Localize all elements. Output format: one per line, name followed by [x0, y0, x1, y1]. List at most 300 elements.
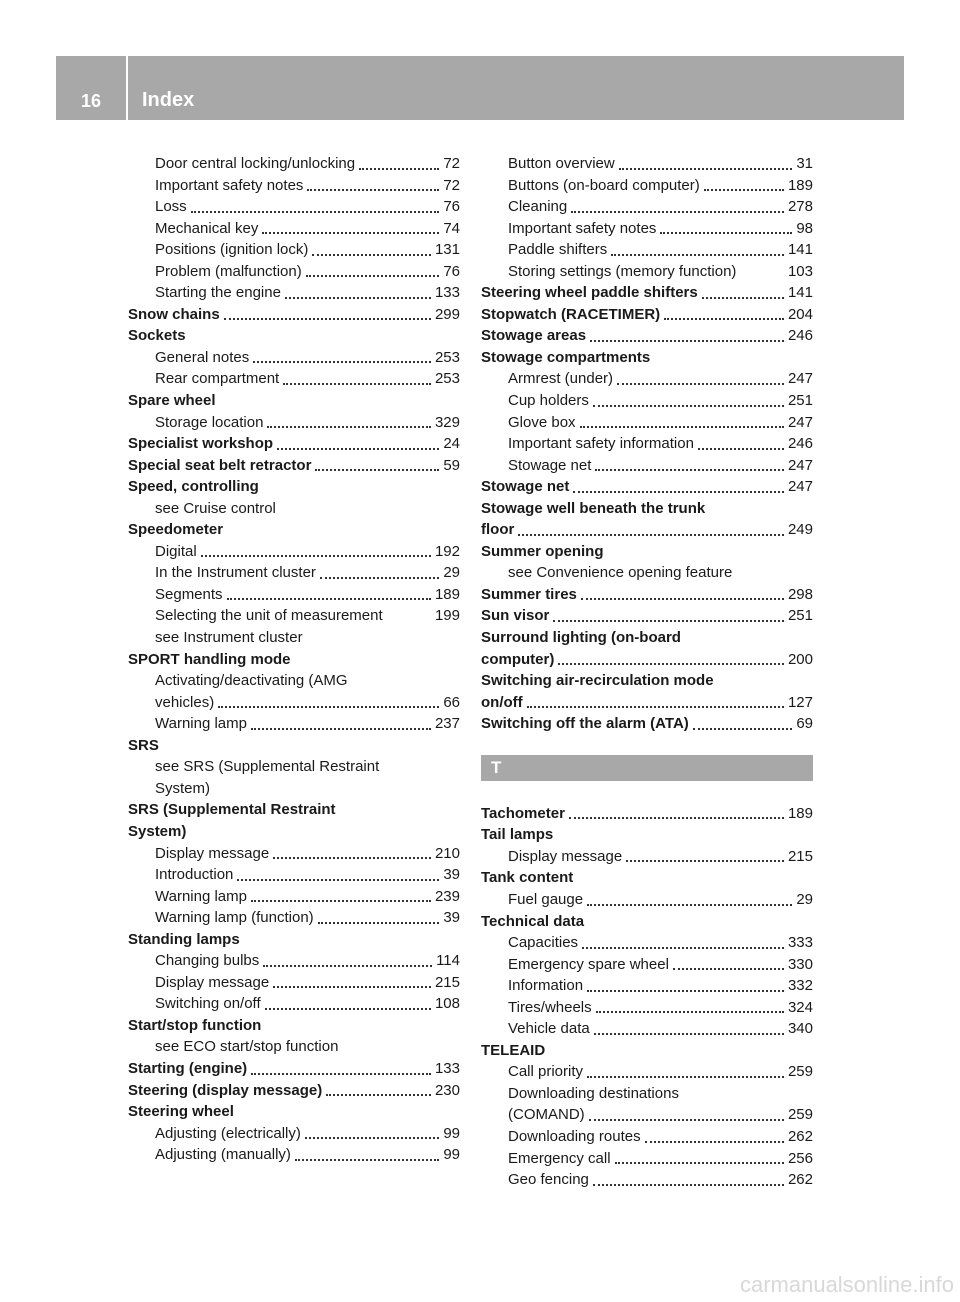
entry-page-number: 76	[443, 262, 460, 280]
entry-page-number: 215	[787, 847, 813, 865]
entry-page-number: 262	[787, 1171, 813, 1189]
entry-text: Fuel gauge	[508, 890, 584, 908]
entry-page-number: 99	[443, 1124, 460, 1142]
entry-text: SPORT handling mode	[128, 650, 291, 668]
entry-page-number: 230	[434, 1081, 460, 1099]
entry-page-number: 66	[443, 693, 460, 711]
dot-leader	[312, 254, 431, 256]
entry-text: SRS (Supplemental Restraint	[128, 801, 336, 819]
entry-text: see Convenience opening feature	[508, 564, 733, 582]
entry-text: Introduction	[155, 866, 234, 884]
entry-page-number: 340	[787, 1020, 813, 1038]
index-subentry	[481, 954, 813, 976]
index-subentry	[481, 218, 813, 240]
index-subentry	[128, 261, 460, 283]
entry-page-number: 330	[787, 955, 813, 973]
entry-page-number: 246	[787, 327, 813, 345]
entry-text: see Instrument cluster	[155, 629, 303, 647]
entry-text: see SRS (Supplemental Restraint	[155, 758, 380, 776]
entry-text: Emergency spare wheel	[508, 955, 669, 973]
entry-text: Summer opening	[481, 542, 604, 560]
entry-page-number: 256	[787, 1149, 813, 1167]
entry-text: Starting (engine)	[128, 1059, 248, 1077]
watermark: carmanualsonline.info	[739, 1272, 954, 1297]
index-entry	[481, 803, 813, 825]
index-entry	[128, 1058, 460, 1080]
entry-text: Stowage areas	[481, 327, 587, 345]
dot-leader	[318, 922, 440, 924]
index-subentry	[481, 368, 813, 390]
dot-leader	[306, 275, 440, 277]
dot-leader	[218, 706, 439, 708]
entry-text: Steering (display message)	[128, 1081, 323, 1099]
entry-page-number: 262	[787, 1127, 813, 1145]
index-subentry	[128, 843, 460, 865]
index-entry	[481, 519, 813, 541]
index-entry	[481, 605, 813, 627]
index-list-s	[481, 153, 813, 735]
entry-text: Digital	[155, 542, 197, 560]
entry-page-number: 39	[443, 866, 460, 884]
index-subentry	[128, 605, 460, 627]
index-column-left	[128, 153, 460, 1166]
index-entry	[128, 325, 460, 347]
entry-page-number: 127	[787, 693, 813, 711]
entry-text: Steering wheel	[128, 1103, 234, 1121]
entry-page-number: 189	[787, 176, 813, 194]
dot-leader	[569, 817, 784, 819]
entry-page-number: 247	[787, 478, 813, 496]
dot-leader	[295, 1159, 439, 1161]
dot-leader	[693, 728, 793, 730]
entry-text: Cup holders	[508, 392, 589, 410]
entry-text: Button overview	[508, 155, 615, 172]
index-subentry	[128, 670, 460, 692]
dot-leader	[593, 1184, 784, 1186]
entry-page-number: 72	[443, 155, 460, 172]
index-subentry	[481, 562, 813, 584]
index-subentry	[481, 1148, 813, 1170]
dot-leader	[307, 189, 439, 191]
dot-leader	[626, 860, 784, 862]
entry-page-number: 133	[434, 284, 460, 302]
index-entry	[128, 1080, 460, 1102]
index-subentry	[128, 1036, 460, 1058]
entry-text: Warning lamp	[155, 887, 247, 905]
entry-text: Stowage compartments	[481, 348, 651, 366]
dot-leader	[571, 211, 784, 213]
entry-page-number: 333	[787, 934, 813, 952]
index-entry	[128, 735, 460, 757]
entry-text: Snow chains	[128, 305, 220, 323]
entry-page-number: 59	[443, 456, 460, 474]
index-entry	[481, 627, 813, 649]
index-subentry	[481, 153, 813, 175]
index-entry	[128, 649, 460, 671]
entry-text: Downloading destinations	[508, 1084, 679, 1102]
page-title: Index	[142, 89, 195, 111]
dot-leader	[581, 598, 784, 600]
index-entry	[128, 390, 460, 412]
index-subentry	[481, 175, 813, 197]
dot-leader	[582, 947, 784, 949]
entry-text: Geo fencing	[508, 1171, 589, 1189]
index-entry	[128, 433, 460, 455]
dot-leader	[251, 1073, 431, 1075]
entry-page-number: 189	[787, 804, 813, 822]
entry-text: Stowage net	[481, 478, 570, 496]
entry-text: Steering wheel paddle shifters	[481, 284, 698, 302]
entry-page-number: 253	[434, 348, 460, 366]
dot-leader	[251, 900, 431, 902]
entry-text: see ECO start/stop function	[155, 1038, 339, 1056]
dot-leader	[589, 1119, 784, 1121]
index-subentry	[481, 975, 813, 997]
index-entry	[128, 455, 460, 477]
index-subentry	[128, 993, 460, 1015]
dot-leader	[262, 232, 439, 234]
dot-leader	[265, 1008, 431, 1010]
index-subentry	[481, 239, 813, 261]
index-subentry	[481, 1126, 813, 1148]
entry-page-number: 131	[434, 241, 460, 259]
dot-leader	[590, 340, 784, 342]
index-subentry	[128, 864, 460, 886]
index-entry	[128, 821, 460, 843]
dot-leader	[619, 168, 793, 170]
entry-text: Mechanical key	[155, 219, 259, 237]
entry-page-number: 29	[443, 564, 460, 582]
entry-page-number: 249	[787, 521, 813, 539]
entry-text: Surround lighting (on-board	[481, 629, 681, 647]
entry-text: Problem (malfunction)	[155, 262, 302, 280]
index-entry	[128, 799, 460, 821]
index-subentry	[128, 347, 460, 369]
entry-text: SRS	[128, 736, 159, 754]
entry-page-number: 76	[443, 198, 460, 216]
index-subentry	[128, 153, 460, 175]
dot-leader	[698, 448, 784, 450]
index-subentry	[128, 498, 460, 520]
entry-text: Storing settings (memory function)	[508, 262, 737, 280]
dot-leader	[285, 297, 431, 299]
entry-text: Downloading routes	[508, 1127, 641, 1145]
dot-leader	[580, 426, 784, 428]
entry-page-number: 204	[787, 305, 813, 323]
dot-leader	[273, 857, 431, 859]
index-entry	[128, 929, 460, 951]
index-subentry	[481, 997, 813, 1019]
entry-text: Call priority	[508, 1063, 584, 1081]
index-subentry	[128, 886, 460, 908]
index-entry	[481, 476, 813, 498]
index-subentry	[128, 584, 460, 606]
index-subentry	[481, 196, 813, 218]
dot-leader	[315, 469, 439, 471]
index-subentry	[128, 950, 460, 972]
dot-leader	[263, 965, 432, 967]
dot-leader	[595, 469, 784, 471]
entry-text: Starting the engine	[155, 284, 281, 302]
dot-leader	[673, 968, 784, 970]
index-entry	[128, 1101, 460, 1123]
entry-text: Stowage well beneath the trunk	[481, 499, 706, 517]
index-subentry	[128, 541, 460, 563]
entry-page-number: 114	[436, 952, 460, 970]
entry-text: Tail lamps	[481, 826, 554, 844]
index-subentry	[481, 1169, 813, 1191]
entry-text: on/off	[481, 693, 523, 711]
index-subentry	[128, 562, 460, 584]
index-column-right	[481, 153, 813, 1191]
dot-leader	[253, 361, 431, 363]
index-entry	[481, 867, 813, 889]
entry-text: Door central locking/unlocking	[155, 155, 356, 172]
entry-page-number: 210	[434, 844, 460, 862]
entry-text: Important safety information	[508, 435, 694, 453]
dot-leader	[191, 211, 440, 213]
index-subentry	[128, 692, 460, 714]
index-entry	[481, 282, 813, 304]
index-subentry	[481, 932, 813, 954]
index-subentry	[481, 261, 813, 283]
index-entry	[128, 476, 460, 498]
index-subentry	[481, 412, 813, 434]
entry-text: Activating/deactivating (AMG	[155, 672, 348, 690]
index-subentry	[128, 239, 460, 261]
entry-page-number: 103	[787, 262, 813, 280]
entry-page-number: 192	[434, 542, 460, 560]
entry-text: Cleaning	[508, 198, 568, 216]
entry-page-number: 24	[443, 435, 460, 453]
index-entry	[481, 824, 813, 846]
entry-text: computer)	[481, 650, 555, 668]
dot-leader	[251, 728, 431, 730]
index-subentry	[481, 1018, 813, 1040]
entry-text: Segments	[155, 585, 223, 603]
dot-leader	[645, 1141, 784, 1143]
index-entry	[481, 498, 813, 520]
dot-leader	[593, 405, 784, 407]
entry-page-number: 251	[787, 392, 813, 410]
index-subentry	[128, 412, 460, 434]
index-subentry	[128, 175, 460, 197]
entry-page-number: 133	[434, 1059, 460, 1077]
entry-page-number: 141	[787, 284, 813, 302]
entry-text: (COMAND)	[508, 1106, 585, 1124]
entry-text: Capacities	[508, 934, 579, 952]
entry-page-number: 259	[787, 1063, 813, 1081]
entry-page-number: 215	[434, 973, 460, 991]
entry-text: Speedometer	[128, 521, 224, 539]
entry-page-number: 74	[443, 219, 460, 237]
entry-page-number: 278	[787, 198, 813, 216]
dot-leader	[518, 534, 784, 536]
entry-text: Adjusting (electrically)	[155, 1124, 301, 1142]
entry-text: Adjusting (manually)	[155, 1146, 291, 1164]
dot-leader	[596, 1011, 784, 1013]
dot-leader	[227, 598, 431, 600]
entry-text: Loss	[155, 198, 187, 216]
index-subentry	[481, 889, 813, 911]
index-entry	[481, 541, 813, 563]
index-subentry	[481, 433, 813, 455]
index-subentry	[128, 1123, 460, 1145]
entry-text: vehicles)	[155, 693, 215, 711]
entry-text: Switching off the alarm (ATA)	[481, 715, 689, 733]
index-subentry	[128, 756, 460, 778]
index-entry	[481, 1040, 813, 1062]
dot-leader	[611, 254, 784, 256]
entry-page-number: 246	[787, 435, 813, 453]
entry-page-number: 259	[787, 1106, 813, 1124]
entry-text: Stopwatch (RACETIMER)	[481, 305, 661, 323]
entry-page-number: 199	[434, 607, 460, 625]
entry-text: Storage location	[155, 413, 264, 431]
dot-leader	[387, 620, 431, 622]
dot-leader	[320, 577, 439, 579]
entry-page-number: 29	[796, 890, 813, 908]
index-subentry	[128, 196, 460, 218]
index-subentry	[128, 282, 460, 304]
index-subentry	[481, 846, 813, 868]
entry-text: Armrest (under)	[508, 370, 614, 388]
entry-page-number: 98	[796, 219, 813, 237]
dot-leader	[277, 448, 439, 450]
entry-text: Important safety notes	[155, 176, 304, 194]
entry-text: Specialist workshop	[128, 435, 274, 453]
entry-text: TELEAID	[481, 1041, 546, 1059]
section-letter-header: T	[481, 755, 813, 781]
entry-text: Buttons (on-board computer)	[508, 176, 700, 194]
dot-leader	[267, 426, 431, 428]
page-header	[56, 56, 904, 120]
entry-text: System)	[155, 779, 211, 797]
dot-leader	[740, 275, 784, 277]
entry-text: Sockets	[128, 327, 186, 345]
entry-page-number: 39	[443, 909, 460, 927]
entry-page-number: 99	[443, 1146, 460, 1164]
dot-leader	[587, 904, 792, 906]
entry-page-number: 69	[796, 715, 813, 733]
index-subentry	[481, 1083, 813, 1105]
dot-leader	[237, 879, 439, 881]
entry-text: Paddle shifters	[508, 241, 608, 259]
dot-leader	[587, 1076, 784, 1078]
index-entry	[481, 649, 813, 671]
entry-page-number: 247	[787, 370, 813, 388]
entry-page-number: 189	[434, 585, 460, 603]
page-number: 16	[80, 91, 102, 111]
dot-leader	[305, 1137, 439, 1139]
dot-leader	[660, 232, 792, 234]
entry-text: Special seat belt retractor	[128, 456, 312, 474]
entry-text: Summer tires	[481, 585, 577, 603]
index-subentry	[128, 218, 460, 240]
index-entry	[481, 911, 813, 933]
index-subentry	[481, 455, 813, 477]
entry-text: Sun visor	[481, 607, 550, 625]
entry-text: Information	[508, 977, 584, 995]
entry-page-number: 108	[434, 995, 460, 1013]
dot-leader	[527, 706, 784, 708]
dot-leader	[553, 620, 784, 622]
entry-page-number: 247	[787, 456, 813, 474]
entry-text: Warning lamp	[155, 715, 247, 733]
dot-leader	[273, 986, 431, 988]
entry-page-number: 332	[787, 977, 813, 995]
index-entry	[481, 325, 813, 347]
entry-text: In the Instrument cluster	[155, 564, 316, 582]
dot-leader	[558, 663, 784, 665]
entry-text: Display message	[155, 844, 270, 862]
dot-leader	[587, 990, 784, 992]
index-entry	[481, 304, 813, 326]
index-entry	[481, 670, 813, 692]
entry-page-number: 299	[434, 305, 460, 323]
entry-text: Positions (ignition lock)	[155, 241, 309, 259]
header-divider	[126, 56, 128, 120]
entry-page-number: 31	[796, 155, 813, 172]
index-subentry	[128, 972, 460, 994]
entry-page-number: 251	[787, 607, 813, 625]
index-subentry	[128, 907, 460, 929]
entry-page-number: 247	[787, 413, 813, 431]
entry-text: Speed, controlling	[128, 478, 259, 496]
entry-page-number: 237	[434, 715, 460, 733]
index-subentry	[128, 1144, 460, 1166]
entry-page-number: 298	[787, 585, 813, 603]
index-subentry	[128, 713, 460, 735]
dot-leader	[702, 297, 784, 299]
entry-text: Tires/wheels	[508, 998, 592, 1016]
index-list-t	[481, 803, 813, 1191]
entry-page-number: 72	[443, 176, 460, 194]
entry-page-number: 200	[787, 650, 813, 668]
entry-page-number: 329	[434, 413, 460, 431]
index-subentry	[128, 778, 460, 800]
index-subentry	[481, 390, 813, 412]
entry-text: Vehicle data	[508, 1020, 590, 1038]
entry-text: Switching air-recirculation mode	[481, 672, 714, 690]
dot-leader	[359, 168, 439, 170]
entry-page-number: 239	[434, 887, 460, 905]
entry-text: System)	[128, 822, 187, 840]
index-subentry	[481, 1104, 813, 1126]
entry-text: Stowage net	[508, 456, 592, 474]
entry-text: floor	[481, 521, 515, 539]
index-entry	[481, 347, 813, 369]
dot-leader	[704, 189, 784, 191]
entry-page-number: 324	[787, 998, 813, 1016]
entry-text: Spare wheel	[128, 392, 216, 410]
entry-text: General notes	[155, 348, 250, 366]
index-subentry	[481, 1061, 813, 1083]
dot-leader	[617, 383, 784, 385]
index-entry	[128, 304, 460, 326]
entry-text: Tachometer	[481, 804, 565, 822]
entry-page-number: 253	[434, 370, 460, 388]
entry-text: Rear compartment	[155, 370, 280, 388]
entry-text: Display message	[508, 847, 623, 865]
index-entry	[481, 584, 813, 606]
entry-text: Standing lamps	[128, 930, 240, 948]
index-entry	[481, 713, 813, 735]
entry-page-number: 141	[787, 241, 813, 259]
index-subentry	[128, 627, 460, 649]
entry-text: Technical data	[481, 912, 585, 930]
entry-text: Display message	[155, 973, 270, 991]
